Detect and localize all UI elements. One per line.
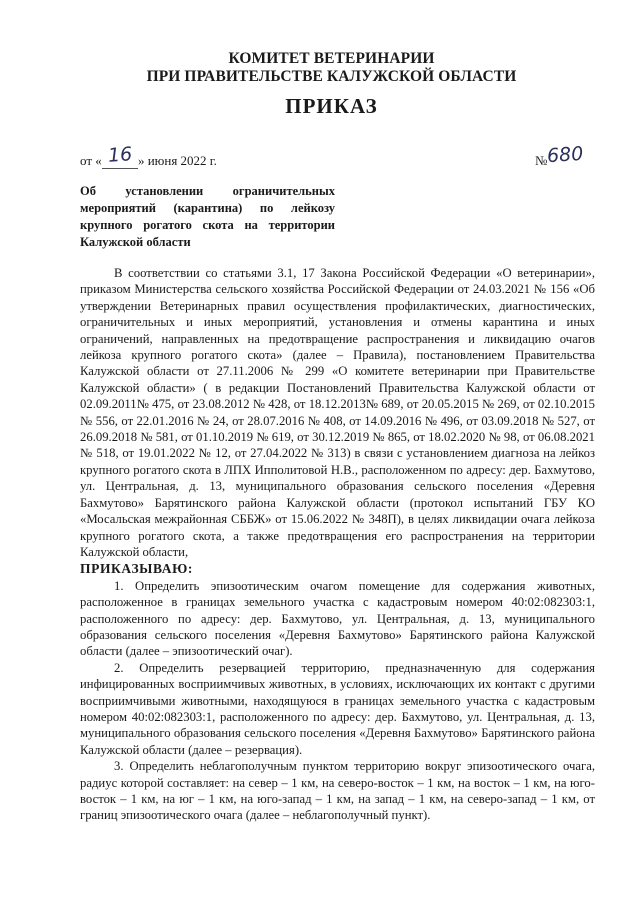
document-body [80,265,595,824]
order-item-2: 2. Определить резервацией территорию, предназначенную для содержания инфицированных восприимчивых животных, в условиях, исключающих их контакт с другими восприимчивыми животными, находящуюся в границах земельного участка с кадастровым номером 40:02:082303:1, расположенного по адресу: дер. Бахмутово, ул. Центральная, д. 13, муниципального образования сельского поселения «Деревня Бахмутово» Барятинского района Калужской области (далее – резервация). [80,660,595,757]
document-type-title: ПРИКАЗ [285,94,378,118]
order-subject: Об установлении ограничительных мероприятий (карантина) по лейкозу крупного рогатого скота на территории Калужской области [80,184,335,249]
date-prefix: от « [80,153,102,168]
date-suffix: » июня 2022 г. [137,153,217,168]
order-item-3: 3. Определить неблагополучным пунктом территорию вокруг эпизоотического очага, радиус которой составляет: на север – 1 км, на северо-восток – 1 км, на восток – 1 км, на юго-восток – 1 км, на юг – 1 км, на юго-запад – 1 км, на запад – 1 км, на северо-запад – 1 км, от границ эпизоотического очага (далее – неблагополучный пункт). [80,759,595,823]
organization-name-line2: ПРИ ПРАВИТЕЛЬСТВЕ КАЛУЖСКОЙ ОБЛАСТИ [146,68,517,85]
order-number-handwritten: 680 [546,142,585,168]
order-number [535,142,585,170]
date-line [80,143,217,170]
organization-name-line1: КОМИТЕТ ВЕТЕРИНАРИИ [228,50,435,67]
date-day-handwritten [102,143,138,169]
order-item-1: 1. Определить эпизоотическим очагом помещение для содержания животных, расположенное в границах земельного участка с кадастровым номером 40:02:082303:1, расположенного по адресу: дер. Бахмутово, ул. Центральная, д. 13, муниципального образования сельского поселения «Деревня Бахмутово» Барятинского района Калужской области (далее – эпизоотический очаг). [80,578,595,659]
order-directive-word: ПРИКАЗЫВАЮ: [80,561,194,577]
date-day-value: 16 [107,143,133,167]
preamble-paragraph: В соответствии со статьями 3.1, 17 Закона Российской Федерации «О ветеринарии», приказом Министерства сельского хозяйства Российской Федерации от 24.03.2021 № 156 «Об утверждении Ветеринарных правил осуществления профилактических, диагностических, ограничительных и иных мероприятий, установления и отмены карантина и иных ограничений, направленных на предотвращение распространения и ликвидацию очагов лейкоза крупного рогатого скота» (далее – Правила), постановлением Правительства Калужской области от 27.11.2006 № 299 «О комитете ветеринарии при Правительстве Калужской области» ( в редакции Постановлений Правительства Калужской области от 02.09.2011№ 475, от 23.08.2012 № 428, от 18.12.2013№ 689, от 20.05.2015 № 269, от 02.10.2015 № 556, от 22.01.2016 № 24, от 28.07.2016 № 408, от 14.09.2016 № 496, от 03.09.2018 № 527, от 26.09.2018 № 581, от 01.10.2019 № 619, от 30.12.2019 № 865, от 18.02.2020 № 98, от 06.08.2021 № 518, от 19.01.2022 № 12, от 27.04.2022 № 313) в связи с установлением диагноза на лейкоз крупного рогатого скота в ЛПХ Ипполитовой Н.В., расположенном по адресу: дер. Бахмутово, ул. Центральная, д. 13, муниципального образования сельского поселения «Деревня Бахмутово» Барятинского района Калужской области (протокол испытаний ГБУ КО «Мосальская межрайонная СББЖ» от 15.06.2022 № 348П), в целях ликвидации очага лейкоза крупного рогатого скота, а также предотвращения его распространения на территории Калужской области, [80,266,595,559]
number-sign: № [535,153,548,168]
